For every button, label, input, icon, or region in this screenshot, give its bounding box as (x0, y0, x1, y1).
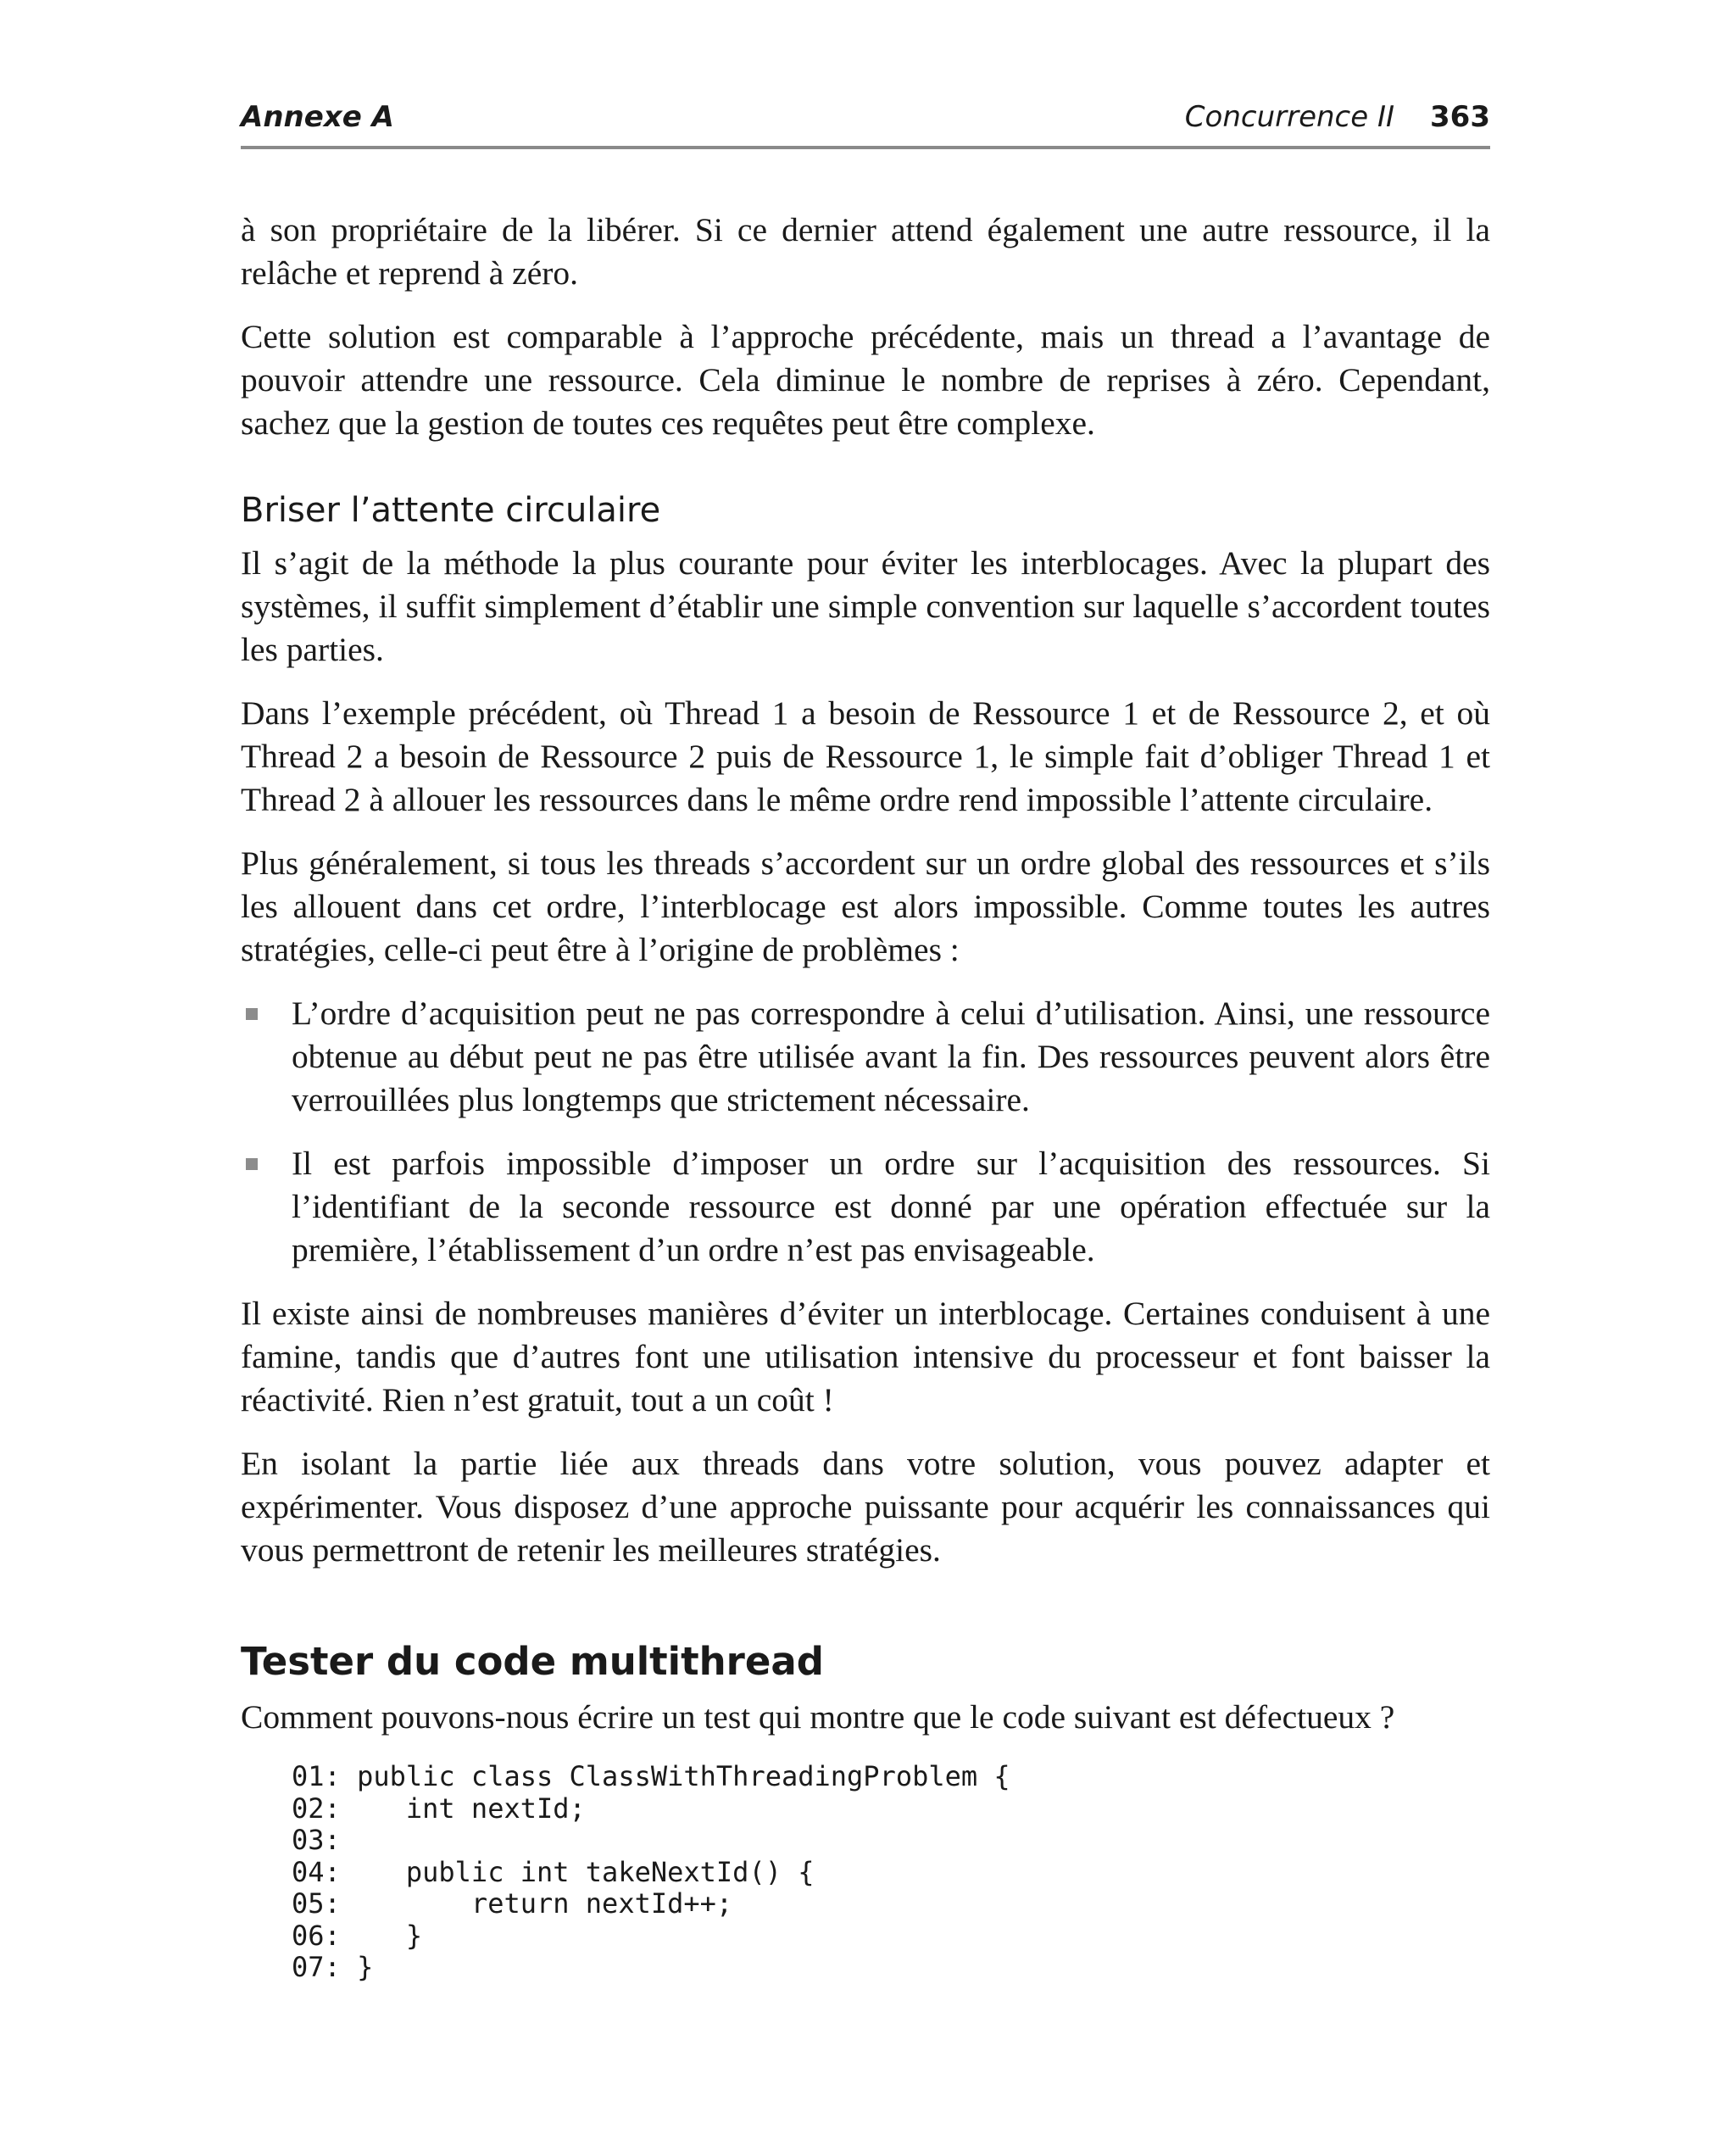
bullet-item (241, 1142, 1490, 1272)
subsection-heading: Briser l’attente circulaire (241, 491, 661, 530)
header-chapter-title: Concurrence II (1184, 100, 1395, 134)
running-header (241, 100, 1490, 149)
bullet-list (241, 992, 1490, 1272)
bullet-item (241, 992, 1490, 1122)
code-line: 06: } (292, 1919, 423, 1952)
bullet-text: L’ordre d’acquisition peut ne pas correspondre à celui d’utilisation. Ainsi, une ressource obtenue au début peut ne pas être utilisée avant la fin. Des ressources peuvent alors être verrouillées plus longtemps que strictement nécessaire. (292, 995, 1490, 1118)
paragraph: Plus généralement, si tous les threads s’accordent sur un ordre global des ressources et s’ils les allouent dans cet ordre, l’interblocage est alors impossible. Comme toutes les autres stratégies, celle-ci peut être à l’origine de problèmes : (241, 844, 1490, 968)
square-bullet-icon (246, 1158, 258, 1170)
header-right-group (1185, 100, 1490, 134)
paragraph: Dans l’exemple précédent, où Thread 1 a besoin de Ressource 1 et de Ressource 2, et où Thread 2 a besoin de Ressource 2 puis de Ressource 1, le simple fait d’obliger Thread 1 et Thread 2 à allouer les ressources dans le même ordre rend impossible l’attente circulaire. (241, 694, 1490, 818)
code-line: 07: } (292, 1951, 374, 1983)
paragraph: Il s’agit de la méthode la plus courante pour éviter les interblocages. Avec la plupart des systèmes, il suffit simplement d’établir une simple convention sur laquelle s’accordent toutes les parties. (241, 544, 1490, 668)
square-bullet-icon (246, 1008, 258, 1020)
header-appendix-label: Annexe A (241, 100, 394, 134)
code-listing (292, 1761, 1490, 1984)
code-line: 03: (292, 1824, 341, 1856)
code-line: 01: public class ClassWithThreadingProblem { (292, 1760, 1010, 1792)
section-heading: Tester du code multithread (241, 1639, 824, 1684)
paragraph: Il existe ainsi de nombreuses manières d’éviter un interblocage. Certaines conduisent à une famine, tandis que d’autres font une utilisation intensive du processeur et font baisser la réactivité. Rien n’est gratuit, tout a un coût ! (241, 1295, 1490, 1418)
code-line: 02: int nextId; (292, 1792, 586, 1825)
code-line: 04: public int takeNextId() { (292, 1855, 815, 1888)
paragraph: Comment pouvons-nous écrire un test qui montre que le code suivant est défectueux ? (241, 1698, 1395, 1736)
page-number: 363 (1430, 100, 1490, 134)
paragraph: En isolant la partie liée aux threads dans votre solution, vous pouvez adapter et expérimenter. Vous disposez d’une approche puissante pour acquérir les connaissances qui vous permettront de retenir les meilleures stratégies. (241, 1445, 1490, 1569)
paragraph: Cette solution est comparable à l’approche précédente, mais un thread a l’avantage de pouvoir attendre une ressource. Cela diminue le nombre de reprises à zéro. Cependant, sachez que la gestion de toutes ces requêtes peut être complexe. (241, 318, 1490, 442)
bullet-text: Il est parfois impossible d’imposer un ordre sur l’acquisition des ressources. Si l’identifiant de la seconde ressource est donné par une opération effectuée sur la première, l’établissement d’un ordre n’est pas envisageable. (292, 1145, 1490, 1268)
code-line: 05: return nextId++; (292, 1887, 733, 1920)
paragraph: à son propriétaire de la libérer. Si ce dernier attend également une autre ressource, il la relâche et reprend à zéro. (241, 211, 1490, 292)
book-page (241, 100, 1490, 1984)
